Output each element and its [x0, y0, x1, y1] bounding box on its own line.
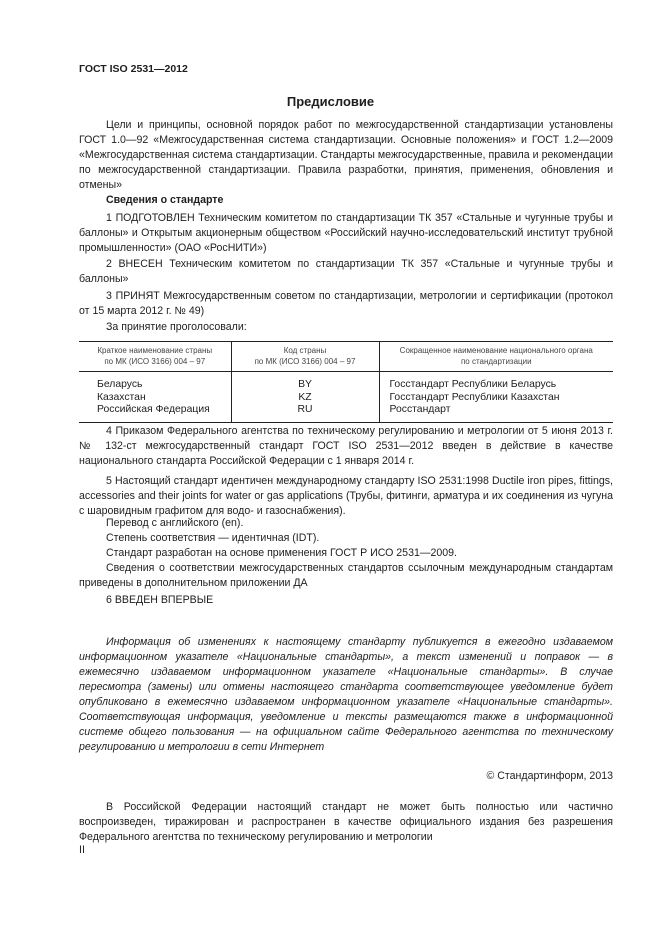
header-line: Код страны: [283, 346, 327, 355]
references-paragraph: Сведения о соответствии межгосударственных стандартов ссылочным международным стандартам приведены в дополнительном приложении ДА: [79, 562, 613, 589]
header-line: по МК (ИСО 3166) 004 – 97: [104, 357, 206, 366]
section-heading: Сведения о стандарте: [106, 194, 224, 206]
item-5-paragraph: 5 Настоящий стандарт идентичен международному стандарту ISO 2531:1998 Ductile iron pipes, fittings, accessories and their joints for water or gas applications (Трубы, фитинги, арматура и их соединения из чугуна с шаровидным графитом для водо- и газоснабжения).: [79, 475, 613, 517]
table-header-row: [79, 342, 613, 372]
country-cell: Казахстан: [97, 391, 146, 403]
table-row: [79, 392, 613, 405]
body-cell: Росстандарт: [379, 404, 613, 422]
translation-line: Перевод с английского (en).: [106, 517, 244, 529]
header-line: Краткое наименование страны: [97, 346, 213, 355]
copyright: © Стандартинформ, 2013: [486, 770, 613, 782]
page-number: II: [79, 844, 85, 856]
country-cell: Российская Федерация: [79, 404, 231, 422]
body-cell: Госстандарт Республики Казахстан: [379, 392, 613, 405]
item-2-paragraph: 2 ВНЕСЕН Техническим комитетом по стандартизации ТК 357 «Стальные и чугунные трубы и баллоны»: [79, 258, 613, 285]
restriction-paragraph: В Российской Федерации настоящий стандарт не может быть полностью или частично воспроизведен, тиражирован и распространен в качестве официального издания без разрешения Федерального агентства по техническому регулированию и метрологии: [79, 801, 613, 843]
country-cell: Беларусь: [97, 379, 143, 390]
code-cell: KZ: [231, 392, 379, 405]
item-4-paragraph: 4 Приказом Федерального агентства по техническому регулированию и метрологии от 5 июня 2013 г. № 132-ст межгосударственный стандарт ГОСТ ISO 2531—2012 введен в действие в качестве национального стандарта Российской Федерации с 1 января 2014 г.: [79, 425, 613, 467]
page-title: Предисловие: [286, 94, 375, 109]
header-line: по стандартизации: [460, 357, 532, 366]
column-header-country: [79, 342, 231, 372]
code-cell: BY: [231, 372, 379, 392]
header-line: по МК (ИСО 3166) 004 – 97: [254, 357, 356, 366]
document-code: ГОСТ ISO 2531—2012: [79, 63, 188, 75]
item-6-line: 6 ВВЕДЕН ВПЕРВЫЕ: [106, 594, 214, 606]
column-header-code: [231, 342, 379, 372]
table-row: [79, 404, 613, 422]
notice-paragraph: Информация об изменениях к настоящему стандарту публикуется в ежегодно издаваемом информационном указателе «Национальные стандарты», а текст изменений и поправок — в ежемесячно издаваемом информационном указателе «Национальные стандарты». В случае пересмотра (замены) или отмены настоящего стандарта соответствующее уведомление будет опубликовано в ежемесячно издаваемом информационном указателе «Национальные стандарты». Соответствующая информация, уведомление и тексты размещаются также в информационной системе общего пользования — на официальном сайте Федерального агентства по техническому регулированию и метрологии в сети Интернет: [79, 636, 613, 753]
item-3-paragraph: 3 ПРИНЯТ Межгосударственным советом по стандартизации, метрологии и сертификации (протокол от 15 марта 2012 г. № 49): [79, 290, 613, 317]
table-row: [79, 372, 613, 392]
body-cell: Госстандарт Республики Беларусь: [379, 372, 613, 392]
based-on-line: Стандарт разработан на основе применения ГОСТ Р ИСО 2531—2009.: [106, 547, 457, 559]
conformity-line: Степень соответствия — идентичная (IDT).: [106, 532, 320, 544]
item-1-paragraph: 1 ПОДГОТОВЛЕН Техническим комитетом по стандартизации ТК 357 «Стальные и чугунные трубы и баллоны» и Открытым акционерным обществом «Российский научно-исследовательский институт трубной промышленности» (ОАО «РосНИТИ»): [79, 212, 613, 254]
voted-label: За принятие проголосовали:: [106, 321, 247, 333]
code-cell: RU: [231, 404, 379, 422]
intro-paragraph: Цели и принципы, основной порядок работ по межгосударственной стандартизации установлены ГОСТ 1.0—92 «Межгосударственная система стандартизации. Основные положения» и ГОСТ 1.2—2009 «Межгосударственная система стандартизации. Стандарты межгосударственные, правила и рекомендации по межгосударственной стандартизации. Правила разработки, принятия, применения, обновления и отмены»: [79, 119, 613, 191]
voting-table: [79, 341, 613, 423]
header-line: Сокращенное наименование национального органа: [399, 346, 593, 355]
column-header-body: [379, 342, 613, 372]
